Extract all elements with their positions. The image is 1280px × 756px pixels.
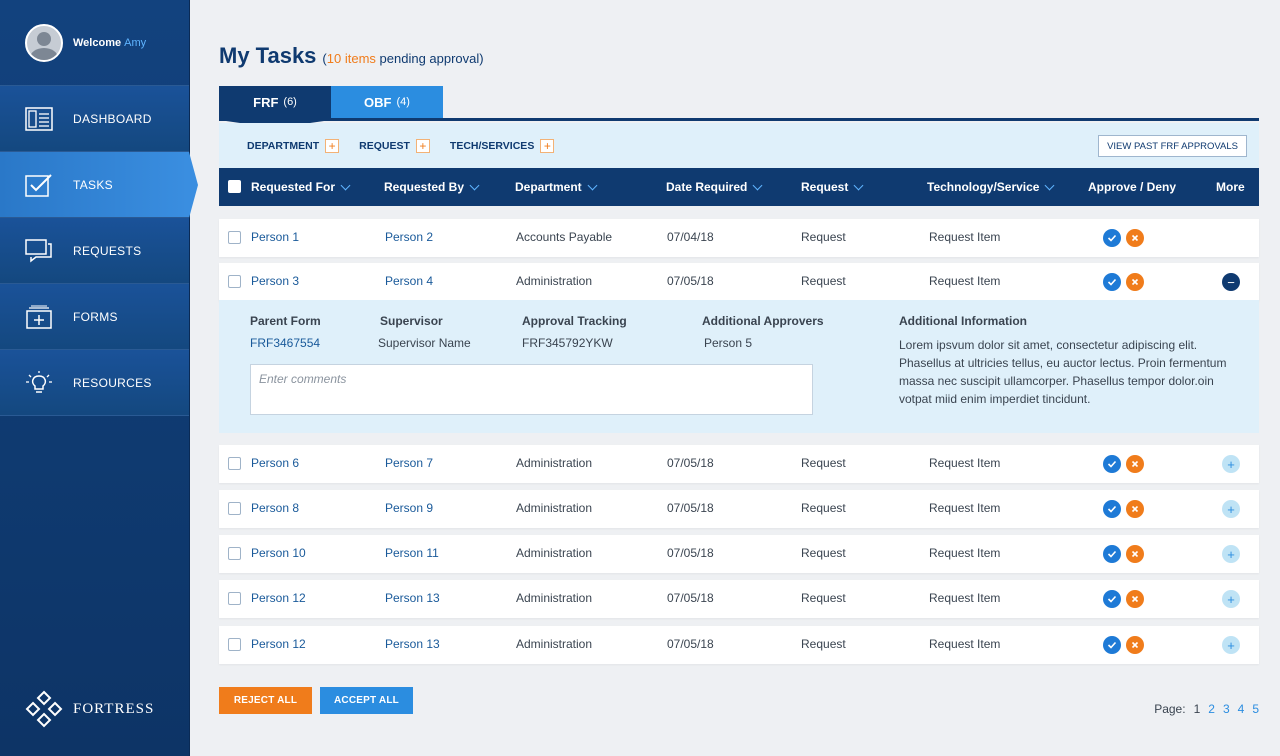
deny-x-icon[interactable]: [1126, 636, 1144, 654]
table-row: [219, 490, 1259, 528]
tab-count: (6): [283, 96, 297, 108]
table-row: [219, 535, 1259, 573]
table-header: [219, 168, 1259, 206]
filter-bar: [219, 123, 1259, 168]
date-required-cell: 07/04/18: [667, 230, 714, 244]
department-cell: Administration: [516, 546, 593, 560]
welcome-text: [73, 37, 146, 49]
column-header: Date Required: [666, 180, 748, 194]
page-title: My Tasks: [219, 43, 317, 68]
request-cell: Request: [801, 230, 846, 244]
additional-info-text: Lorem ipsvum dolor sit amet, consectetur adipiscing elit. Phasellus at ultricies tellus, eu auctor lectus. Proin fermentum massa nec suscipit ullamcorper. Phasellus tempor dolor.oin votpat miid enim imperdiet tincidunt.: [899, 338, 1227, 406]
forms-add-icon: [25, 305, 53, 329]
sidebar-item-label: REQUESTS: [73, 243, 142, 258]
welcome-area: [0, 0, 189, 86]
column-header: Technology/Service: [927, 180, 1040, 194]
deny-x-icon[interactable]: [1126, 590, 1144, 608]
tab-count: (4): [396, 96, 410, 108]
requested-by-link[interactable]: Person 7: [385, 456, 434, 470]
approve-check-icon[interactable]: [1103, 273, 1121, 291]
expanded-row-detail: [219, 300, 1259, 433]
date-required-cell: 07/05/18: [667, 501, 714, 515]
date-required-cell: 07/05/18: [667, 637, 714, 651]
parent-form-label: Parent Form: [250, 314, 321, 328]
deny-x-icon[interactable]: [1126, 455, 1144, 473]
add-filter-icon[interactable]: +: [416, 139, 430, 153]
technology-service-cell: Request Item: [929, 456, 1001, 470]
expand-plus-icon[interactable]: +: [1222, 500, 1240, 518]
requested-for-link[interactable]: Person 6: [251, 456, 300, 470]
filter-department[interactable]: [247, 139, 339, 153]
page-label: Page:: [1154, 702, 1186, 716]
filter-label: REQUEST: [359, 139, 410, 152]
summary-open-paren: (: [322, 51, 327, 66]
deny-x-icon[interactable]: [1126, 229, 1144, 247]
sort-requested-by[interactable]: [384, 180, 478, 194]
request-cell: Request: [801, 637, 846, 651]
department-cell: Administration: [516, 274, 593, 288]
sidebar-item-dashboard[interactable]: [0, 86, 189, 152]
tab-obf[interactable]: [331, 86, 443, 118]
brand-logo: [25, 690, 154, 728]
additional-approvers-value: Person 5: [704, 336, 753, 350]
technology-service-cell: Request Item: [929, 274, 1001, 288]
supervisor-value: Supervisor Name: [378, 336, 471, 350]
approve-check-icon[interactable]: [1103, 590, 1121, 608]
filter-request[interactable]: [359, 139, 430, 153]
approve-check-icon[interactable]: [1103, 229, 1121, 247]
chat-bubbles-icon: [25, 239, 53, 263]
approve-check-icon[interactable]: [1103, 545, 1121, 563]
row-checkbox[interactable]: [228, 231, 241, 244]
approve-check-icon[interactable]: [1103, 500, 1121, 518]
filter-label: TECH/SERVICES: [449, 139, 535, 152]
table-row: [219, 626, 1259, 664]
department-cell: Administration: [516, 456, 593, 470]
comments-input[interactable]: [250, 364, 813, 415]
request-cell: Request: [801, 591, 846, 605]
sort-requested-for[interactable]: [251, 180, 349, 194]
technology-service-cell: Request Item: [929, 230, 1001, 244]
expand-plus-icon[interactable]: +: [1222, 636, 1240, 654]
requested-for-link[interactable]: Person 1: [251, 230, 300, 244]
brand-name: FORTRESS: [73, 700, 155, 717]
sidebar-item-forms[interactable]: [0, 284, 189, 350]
chevron-down-icon: [854, 180, 864, 190]
row-checkbox[interactable]: [228, 638, 241, 651]
approval-tracking-label: Approval Tracking: [522, 314, 627, 328]
approve-check-icon[interactable]: [1103, 455, 1121, 473]
request-cell: Request: [801, 546, 846, 560]
parent-form-link[interactable]: FRF3467554: [250, 336, 321, 350]
requested-by-link[interactable]: Person 9: [385, 501, 434, 515]
additional-info-label: Additional Information: [899, 314, 1027, 328]
department-cell: Administration: [516, 501, 593, 515]
row-checkbox[interactable]: [228, 592, 241, 605]
fortress-logo-icon: [25, 690, 63, 728]
technology-service-cell: Request Item: [929, 546, 1001, 560]
pending-summary: [322, 51, 483, 66]
supervisor-label: Supervisor: [380, 314, 443, 328]
requested-for-link[interactable]: Person 3: [251, 274, 300, 288]
date-required-cell: 07/05/18: [667, 274, 714, 288]
deny-x-icon[interactable]: [1126, 273, 1144, 291]
welcome-label: Welcome: [73, 36, 122, 49]
sidebar: [0, 0, 190, 756]
table-row: [219, 263, 1259, 301]
requested-for-link[interactable]: Person 10: [251, 546, 306, 560]
page-link-2[interactable]: 2: [1208, 702, 1215, 716]
filter-tech-services[interactable]: [450, 139, 554, 153]
page-link-3[interactable]: 3: [1222, 702, 1230, 716]
approval-tracking-value: FRF345792YKW: [522, 336, 613, 350]
column-header: Requested For: [251, 180, 336, 194]
requested-by-link[interactable]: Person 13: [385, 591, 440, 605]
chevron-down-icon: [341, 180, 351, 190]
sidebar-item-label: RESOURCES: [73, 375, 152, 390]
expand-plus-icon[interactable]: +: [1222, 455, 1240, 473]
sidebar-item-requests[interactable]: [0, 218, 189, 284]
approve-check-icon[interactable]: [1103, 636, 1121, 654]
requested-by-link[interactable]: Person 4: [385, 274, 434, 288]
request-cell: Request: [801, 456, 846, 470]
sidebar-item-label: TASKS: [73, 177, 113, 192]
add-filter-icon[interactable]: +: [325, 139, 339, 153]
department-cell: Administration: [516, 637, 593, 651]
sidebar-item-tasks[interactable]: [0, 152, 189, 218]
technology-service-cell: Request Item: [929, 501, 1001, 515]
expand-plus-icon[interactable]: +: [1222, 545, 1240, 563]
sort-date-required[interactable]: [666, 180, 761, 194]
avatar[interactable]: [25, 24, 63, 62]
request-cell: Request: [801, 501, 846, 515]
chevron-down-icon: [587, 180, 597, 190]
request-cell: Request: [801, 274, 846, 288]
tabs: [219, 86, 1259, 121]
select-all-checkbox[interactable]: [228, 180, 241, 193]
sidebar-item-label: DASHBOARD: [73, 111, 152, 126]
requested-for-link[interactable]: Person 12: [251, 637, 306, 651]
requested-by-link[interactable]: Person 2: [385, 230, 434, 244]
date-required-cell: 07/05/18: [667, 591, 714, 605]
row-checkbox[interactable]: [228, 547, 241, 560]
accept-all-button[interactable]: ACCEPT ALL: [320, 687, 413, 714]
column-more: [1216, 180, 1245, 194]
view-past-approvals-button[interactable]: VIEW PAST FRF APPROVALS: [1098, 135, 1247, 157]
row-checkbox[interactable]: [228, 502, 241, 515]
technology-service-cell: Request Item: [929, 637, 1001, 651]
tasks-check-icon: [25, 173, 53, 197]
deny-x-icon[interactable]: [1126, 500, 1144, 518]
filter-label: DEPARTMENT: [247, 139, 320, 152]
sort-request[interactable]: [801, 180, 862, 194]
user-name: Amy: [124, 36, 147, 49]
page-link-1[interactable]: 1: [1193, 702, 1201, 716]
dashboard-icon: [25, 107, 53, 131]
row-checkbox[interactable]: [228, 275, 241, 288]
requested-for-link[interactable]: Person 8: [251, 501, 300, 515]
pending-count: 10 items: [326, 51, 376, 66]
sort-department[interactable]: [515, 180, 596, 194]
requested-by-link[interactable]: Person 11: [385, 546, 439, 560]
column-header: More: [1216, 180, 1245, 194]
page-link-5[interactable]: 5: [1252, 702, 1259, 716]
add-filter-icon[interactable]: +: [540, 139, 554, 153]
requested-by-link[interactable]: Person 13: [385, 637, 440, 651]
chevron-down-icon: [470, 180, 480, 190]
department-cell: Administration: [516, 591, 593, 605]
pagination: [1146, 702, 1259, 716]
column-header: Approve / Deny: [1088, 180, 1177, 194]
column-header: Requested By: [384, 180, 465, 194]
column-header: Request: [801, 180, 849, 194]
title-row: [219, 43, 484, 69]
tab-label: OBF: [364, 94, 392, 110]
column-header: Department: [515, 180, 582, 194]
column-approve-deny: [1088, 180, 1176, 194]
deny-x-icon[interactable]: [1126, 545, 1144, 563]
table-row: [219, 580, 1259, 618]
page-link-4[interactable]: 4: [1237, 702, 1245, 716]
expand-plus-icon[interactable]: +: [1222, 590, 1240, 608]
additional-approvers-label: Additional Approvers: [702, 314, 824, 328]
sort-technology-service[interactable]: [927, 180, 1053, 194]
date-required-cell: 07/05/18: [667, 456, 714, 470]
sidebar-item-resources[interactable]: [0, 350, 189, 416]
tab-frf[interactable]: [219, 86, 331, 118]
requested-for-link[interactable]: Person 12: [251, 591, 306, 605]
collapse-minus-icon[interactable]: −: [1222, 273, 1240, 291]
pending-text: pending approval): [379, 51, 484, 66]
department-cell: Accounts Payable: [516, 230, 613, 244]
reject-all-button[interactable]: REJECT ALL: [219, 687, 312, 714]
chevron-down-icon: [1045, 180, 1055, 190]
sidebar-item-label: FORMS: [73, 309, 118, 324]
tab-label: FRF: [253, 94, 279, 110]
table-row: [219, 445, 1259, 483]
table-row: [219, 219, 1259, 257]
date-required-cell: 07/05/18: [667, 546, 714, 560]
chevron-down-icon: [753, 180, 763, 190]
technology-service-cell: Request Item: [929, 591, 1001, 605]
lightbulb-icon: [25, 371, 53, 395]
row-checkbox[interactable]: [228, 457, 241, 470]
